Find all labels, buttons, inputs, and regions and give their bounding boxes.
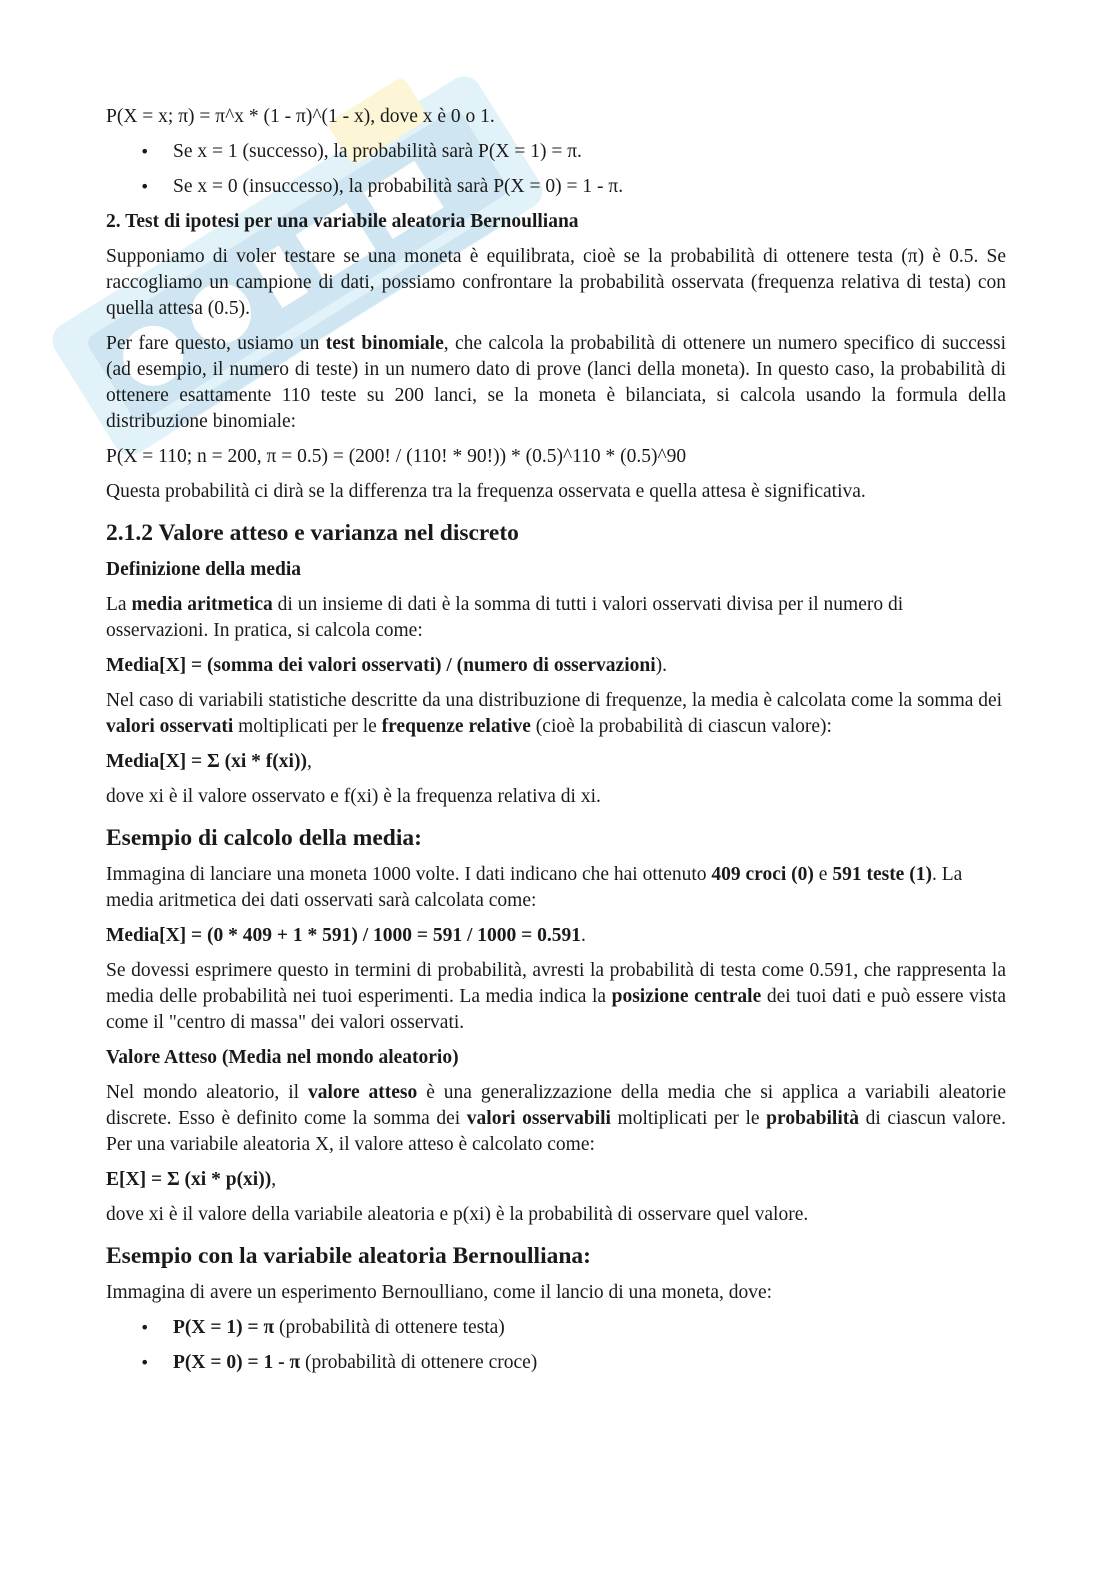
list-item: • P(X = 0) = 1 - π (probabilità di ottenere croce) [173, 1350, 1006, 1376]
paragraph: dove xi è il valore osservato e f(xi) è la frequenza relativa di xi. [106, 786, 601, 807]
paragraph: Per fare questo, usiamo un test binomiale, che calcola la probabilità di ottenere un numero specifico di successi (ad esempio, il numero di teste) in un numero dato di prove (lanci della moneta). In questo caso, la probabilità di ottenere esattamente 110 teste su 200 lanci, se la moneta è bilanciata, si calcola usando la formula della distribuzione binomiale: [106, 333, 1006, 432]
paragraph: Se dovessi esprimere questo in termini di probabilità, avresti la probabilità di testa come 0.591, che rappresenta la media delle probabilità nei tuoi esperimenti. La media indica la posizione centrale dei tuoi dati e può essere vista come il "centro di massa" dei valori osservati. [106, 960, 1006, 1033]
expected-value-formula: E[X] = Σ (xi * p(xi)), [106, 1169, 277, 1190]
example-formula: Media[X] = (0 * 409 + 1 * 591) / 1000 = 591 / 1000 = 0.591. [106, 925, 586, 946]
subheading-mean-definition: Definizione della media [106, 559, 301, 580]
weighted-mean-formula: Media[X] = Σ (xi * f(xi)), [106, 751, 312, 772]
paragraph: Nel mondo aleatorio, il valore atteso è una generalizzazione della media che si applica a variabili aleatorie discrete. Esso è definito come la somma dei valori osservabili moltiplicati per le probabilità di ciascun valore. Per una variabile aleatoria X, il valore atteso è calcolato come: [106, 1082, 1007, 1155]
list-item: • Se x = 1 (successo), la probabilità sarà P(X = 1) = π. [173, 139, 1006, 165]
paragraph: Immagina di lanciare una moneta 1000 volte. I dati indicano che hai ottenuto 409 croci (0) e 591 teste (1). La media aritmetica dei dati osservati sarà calcolata come: [106, 864, 963, 911]
section-heading-bernoulli-example: Esempio con la variabile aleatoria Bernoulliana: [106, 1243, 591, 1269]
paragraph: Nel caso di variabili statistiche descritte da una distribuzione di frequenze, la media è calcolata come la somma dei valori osservati moltiplicati per le frequenze relative (cioè la probabilità di ciascun valore): [106, 690, 1003, 737]
subheading-expected-value: Valore Atteso (Media nel mondo aleatorio) [106, 1047, 459, 1068]
intro-formula: P(X = x; π) = π^x * (1 - π)^(1 - x), dove x è 0 o 1. [106, 106, 495, 127]
paragraph: Immagina di avere un esperimento Bernoulliano, come il lancio di una moneta, dove: [106, 1282, 773, 1303]
list-item: • P(X = 1) = π (probabilità di ottenere testa) [173, 1315, 1006, 1341]
mean-formula: Media[X] = (somma dei valori osservati) / (numero di osservazioni). [106, 655, 668, 676]
section-heading-expected-value: 2.1.2 Valore atteso e varianza nel discreto [106, 520, 519, 546]
binomial-formula: P(X = 110; n = 200, π = 0.5) = (200! / (110! * 90!)) * (0.5)^110 * (0.5)^90 [106, 446, 687, 467]
paragraph: La media aritmetica di un insieme di dati è la somma di tutti i valori osservati divisa per il numero di osservazioni. In pratica, si calcola come: [106, 594, 904, 641]
paragraph: dove xi è il valore della variabile aleatoria e p(xi) è la probabilità di osservare quel valore. [106, 1204, 809, 1225]
paragraph: Questa probabilità ci dirà se la differenza tra la frequenza osservata e quella attesa è significativa. [106, 481, 866, 502]
bernoulli-bullet-list [106, 1315, 1006, 1376]
intro-bullet-list [106, 139, 1006, 200]
document-page [106, 104, 1006, 1385]
paragraph: Supponiamo di voler testare se una moneta è equilibrata, cioè se la probabilità di ottenere testa (π) è 0.5. Se raccogliamo un campione di dati, possiamo confrontare la probabilità osservata (frequenza relativa di testa) con quella attesa (0.5). [106, 246, 1006, 319]
section-heading-mean-example: Esempio di calcolo della media: [106, 825, 422, 851]
list-item: • Se x = 0 (insuccesso), la probabilità sarà P(X = 0) = 1 - π. [173, 174, 1006, 200]
section-heading-hypothesis-test: 2. Test di ipotesi per una variabile aleatoria Bernoulliana [106, 211, 579, 232]
